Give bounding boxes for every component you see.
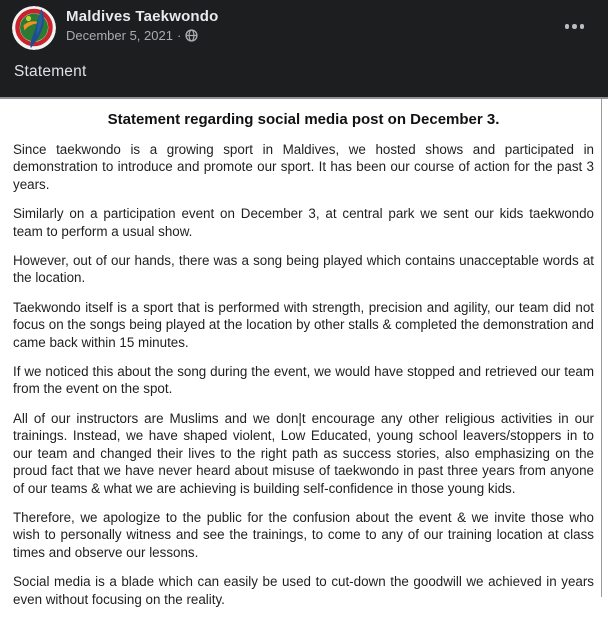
author-name[interactable]: Maldives Taekwondo [66, 8, 219, 25]
document-paragraphs [13, 141, 594, 608]
post-date[interactable]: December 5, 2021 [66, 28, 173, 43]
post-meta [66, 28, 219, 43]
statement-paragraph: All of our instructors are Muslims and we don|t encourage any other religious activities in our trainings. Instead, we have shaped violent, Low Educated, young school leavers/stoppers in to our team and changed their lives to the right path as success stories, also emphasizing on the proud fact that we have never heard about misuse of taekwondo in past three years from anyone of our teams & what we are achieving is building self-confidence in those young kids. [13, 410, 594, 496]
ellipsis-icon [580, 24, 585, 29]
statement-paragraph: Since taekwondo is a growing sport in Maldives, we hosted shows and participated in demonstration to introduce and promote our sport. It has been our course of action for the past 3 years. [13, 142, 594, 192]
statement-paragraph: If we noticed this about the song during the event, we would have stopped and retrieved our team from the event on the spot. [13, 364, 594, 397]
ellipsis-icon [565, 24, 570, 29]
meta-separator: · [176, 28, 182, 43]
maldives-taekwondo-logo-icon [12, 6, 56, 50]
ellipsis-icon [572, 24, 577, 29]
avatar[interactable] [12, 6, 56, 50]
post-caption: Statement [14, 63, 87, 80]
statement-paragraph: Taekwondo itself is a sport that is performed with strength, precision and agility, our team did not focus on the songs being played at the location by other stalls & completed the demonstration and came back within 15 minutes. [13, 299, 594, 350]
post-header [0, 0, 608, 54]
statement-paragraph: Therefore, we apologize to the public for the confusion about the event & we invite those who wish to personally witness and see the trainings, to come to any of our training location at class times and observe our lessons. [13, 509, 594, 560]
statement-document-image[interactable] [0, 97, 608, 630]
document-edge [601, 99, 602, 597]
statement-paragraph: However, out of our hands, there was a song being played which contains unacceptable words at the location. [13, 253, 594, 286]
facebook-post [0, 0, 608, 97]
statement-paragraph: Similarly on a participation event on December 3, at central park we sent our kids taekwondo team to perform a usual show. [13, 206, 594, 239]
document-title: Statement regarding social media post on December 3. [107, 111, 500, 128]
post-options-button[interactable] [561, 20, 589, 33]
globe-icon [185, 29, 198, 42]
post-header-text [66, 6, 219, 43]
statement-paragraph: Social media is a blade which can easily be used to cut-down the goodwill we achieved in years even without focusing on the reality. [13, 574, 594, 607]
